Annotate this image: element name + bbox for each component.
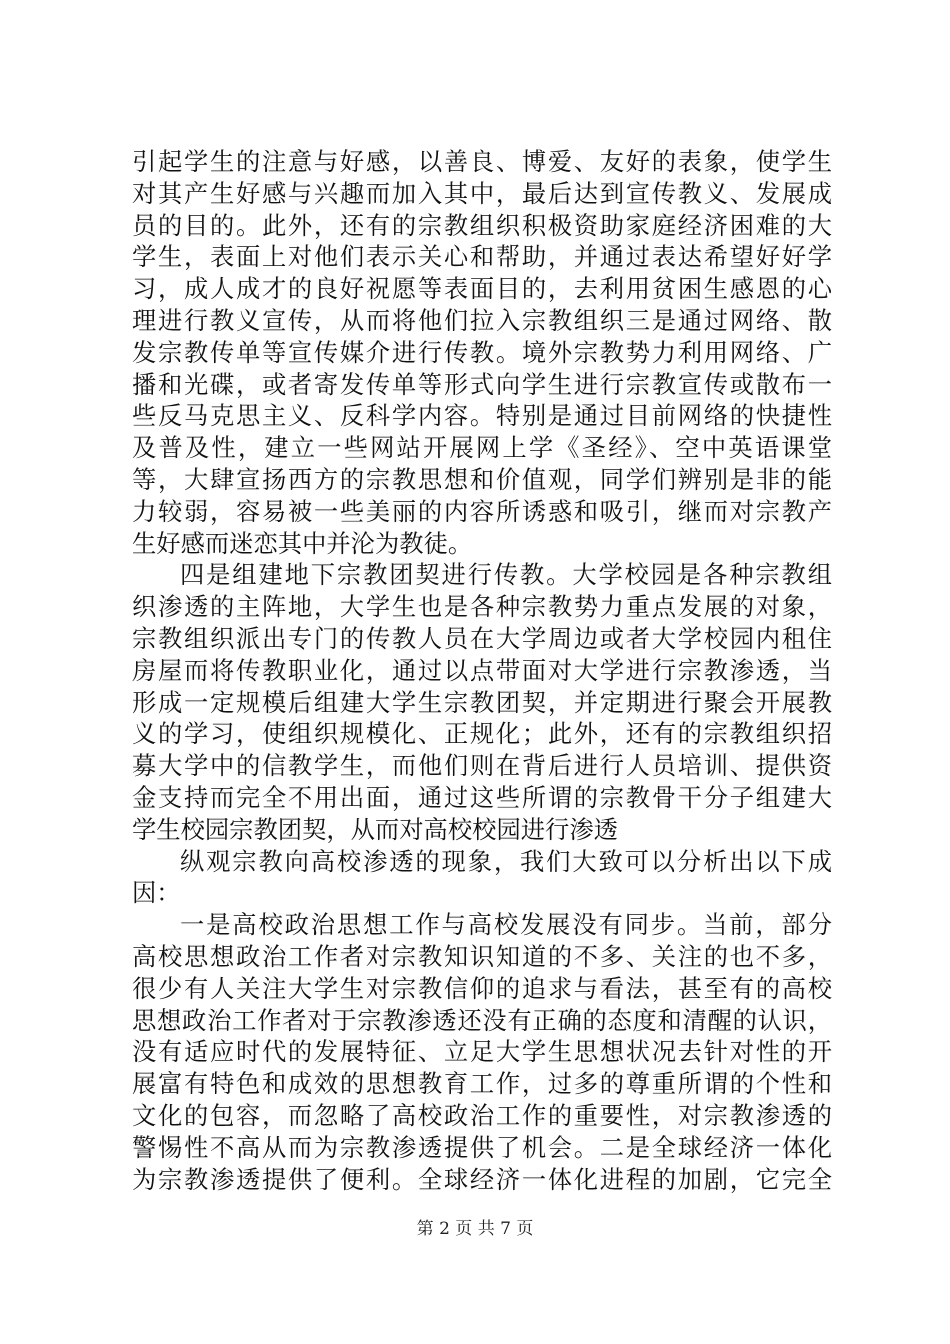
text-line: 习，成人成才的良好祝愿等表面目的，去利用贫困生感恩的心: [132, 274, 832, 304]
text-line: 引起学生的注意与好感，以善良、博爱、友好的表象，使学生: [132, 147, 832, 176]
text-line: 展富有特色和成效的思想教育工作，过多的尊重所谓的个性和: [132, 1069, 832, 1099]
text-line: 义的学习，使组织规模化、正规化；此外，还有的宗教组织招: [132, 719, 832, 749]
text-line: 对其产生好感与兴趣而加入其中，最后达到宣传教义、发展成: [132, 178, 832, 208]
text-line: 一是高校政治思想工作与高校发展没有同步。当前，部分: [180, 910, 832, 940]
text-line: 房屋而将传教职业化，通过以点带面对大学进行宗教渗透，当: [132, 655, 832, 685]
text-line: 织渗透的主阵地，大学生也是各种宗教势力重点发展的对象，: [132, 592, 832, 622]
text-line: 因：: [132, 878, 181, 908]
text-line: 金支持而完全不用出面，通过这些所谓的宗教骨干分子组建大: [132, 782, 832, 812]
text-line: 很少有人关注大学生对宗教信仰的追求与看法，甚至有的高校: [132, 973, 832, 1003]
text-line: 学生，表面上对他们表示关心和帮助，并通过表达希望好好学: [132, 242, 832, 272]
text-line: 警惕性不高从而为宗教渗透提供了机会。二是全球经济一体化: [132, 1132, 832, 1162]
text-line: 高校思想政治工作者对宗教知识知道的不多、关注的也不多，: [132, 941, 832, 971]
text-line: 形成一定规模后组建大学生宗教团契，并定期进行聚会开展教: [132, 687, 832, 717]
text-line: 思想政治工作者对于宗教渗透还没有正确的态度和清醒的认识，: [132, 1005, 832, 1035]
text-line: 宗教组织派出专门的传教人员在大学周边或者大学校园内租住: [132, 623, 832, 653]
text-line: 播和光碟，或者寄发传单等形式向学生进行宗教宣传或散布一: [132, 369, 832, 399]
text-line: 募大学中的信教学生，而他们则在背后进行人员培训、提供资: [132, 751, 832, 781]
text-line: 文化的包容，而忽略了高校政治工作的重要性，对宗教渗透的: [132, 1100, 832, 1130]
text-line: 等，大肆宣扬西方的宗教思想和价值观，同学们辨别是非的能: [132, 464, 832, 494]
page-footer: 第 2 页 共 7 页: [416, 1219, 534, 1239]
text-line: 为宗教渗透提供了便利。全球经济一体化进程的加剧，它完全: [132, 1164, 832, 1194]
text-line: 些反马克思主义、反科学内容。特别是通过目前网络的快捷性: [132, 401, 832, 431]
text-line: 发宗教传单等宣传媒介进行传教。境外宗教势力利用网络、广: [132, 337, 832, 367]
body-text: [132, 146, 832, 1195]
text-line: 及普及性，建立一些网站开展网上学《圣经》、空中英语课堂: [132, 433, 832, 463]
text-line: 员的目的。此外，还有的宗教组织积极资助家庭经济困难的大: [132, 210, 832, 240]
text-line: 理进行教义宣传，从而将他们拉入宗教组织三是通过网络、散: [132, 305, 832, 335]
text-line: 力较弱，容易被一些美丽的内容所诱惑和吸引，继而对宗教产: [132, 496, 832, 526]
text-line: 四是组建地下宗教团契进行传教。大学校园是各种宗教组: [180, 560, 832, 590]
text-line: 纵观宗教向高校渗透的现象，我们大致可以分析出以下成: [180, 846, 832, 876]
text-line: 学生校园宗教团契，从而对高校校园进行渗透: [132, 814, 618, 844]
text-line: 没有适应时代的发展特征、立足大学生思想状况去针对性的开: [132, 1037, 832, 1067]
text-line: 生好感而迷恋其中并沦为教徒。: [132, 528, 473, 558]
